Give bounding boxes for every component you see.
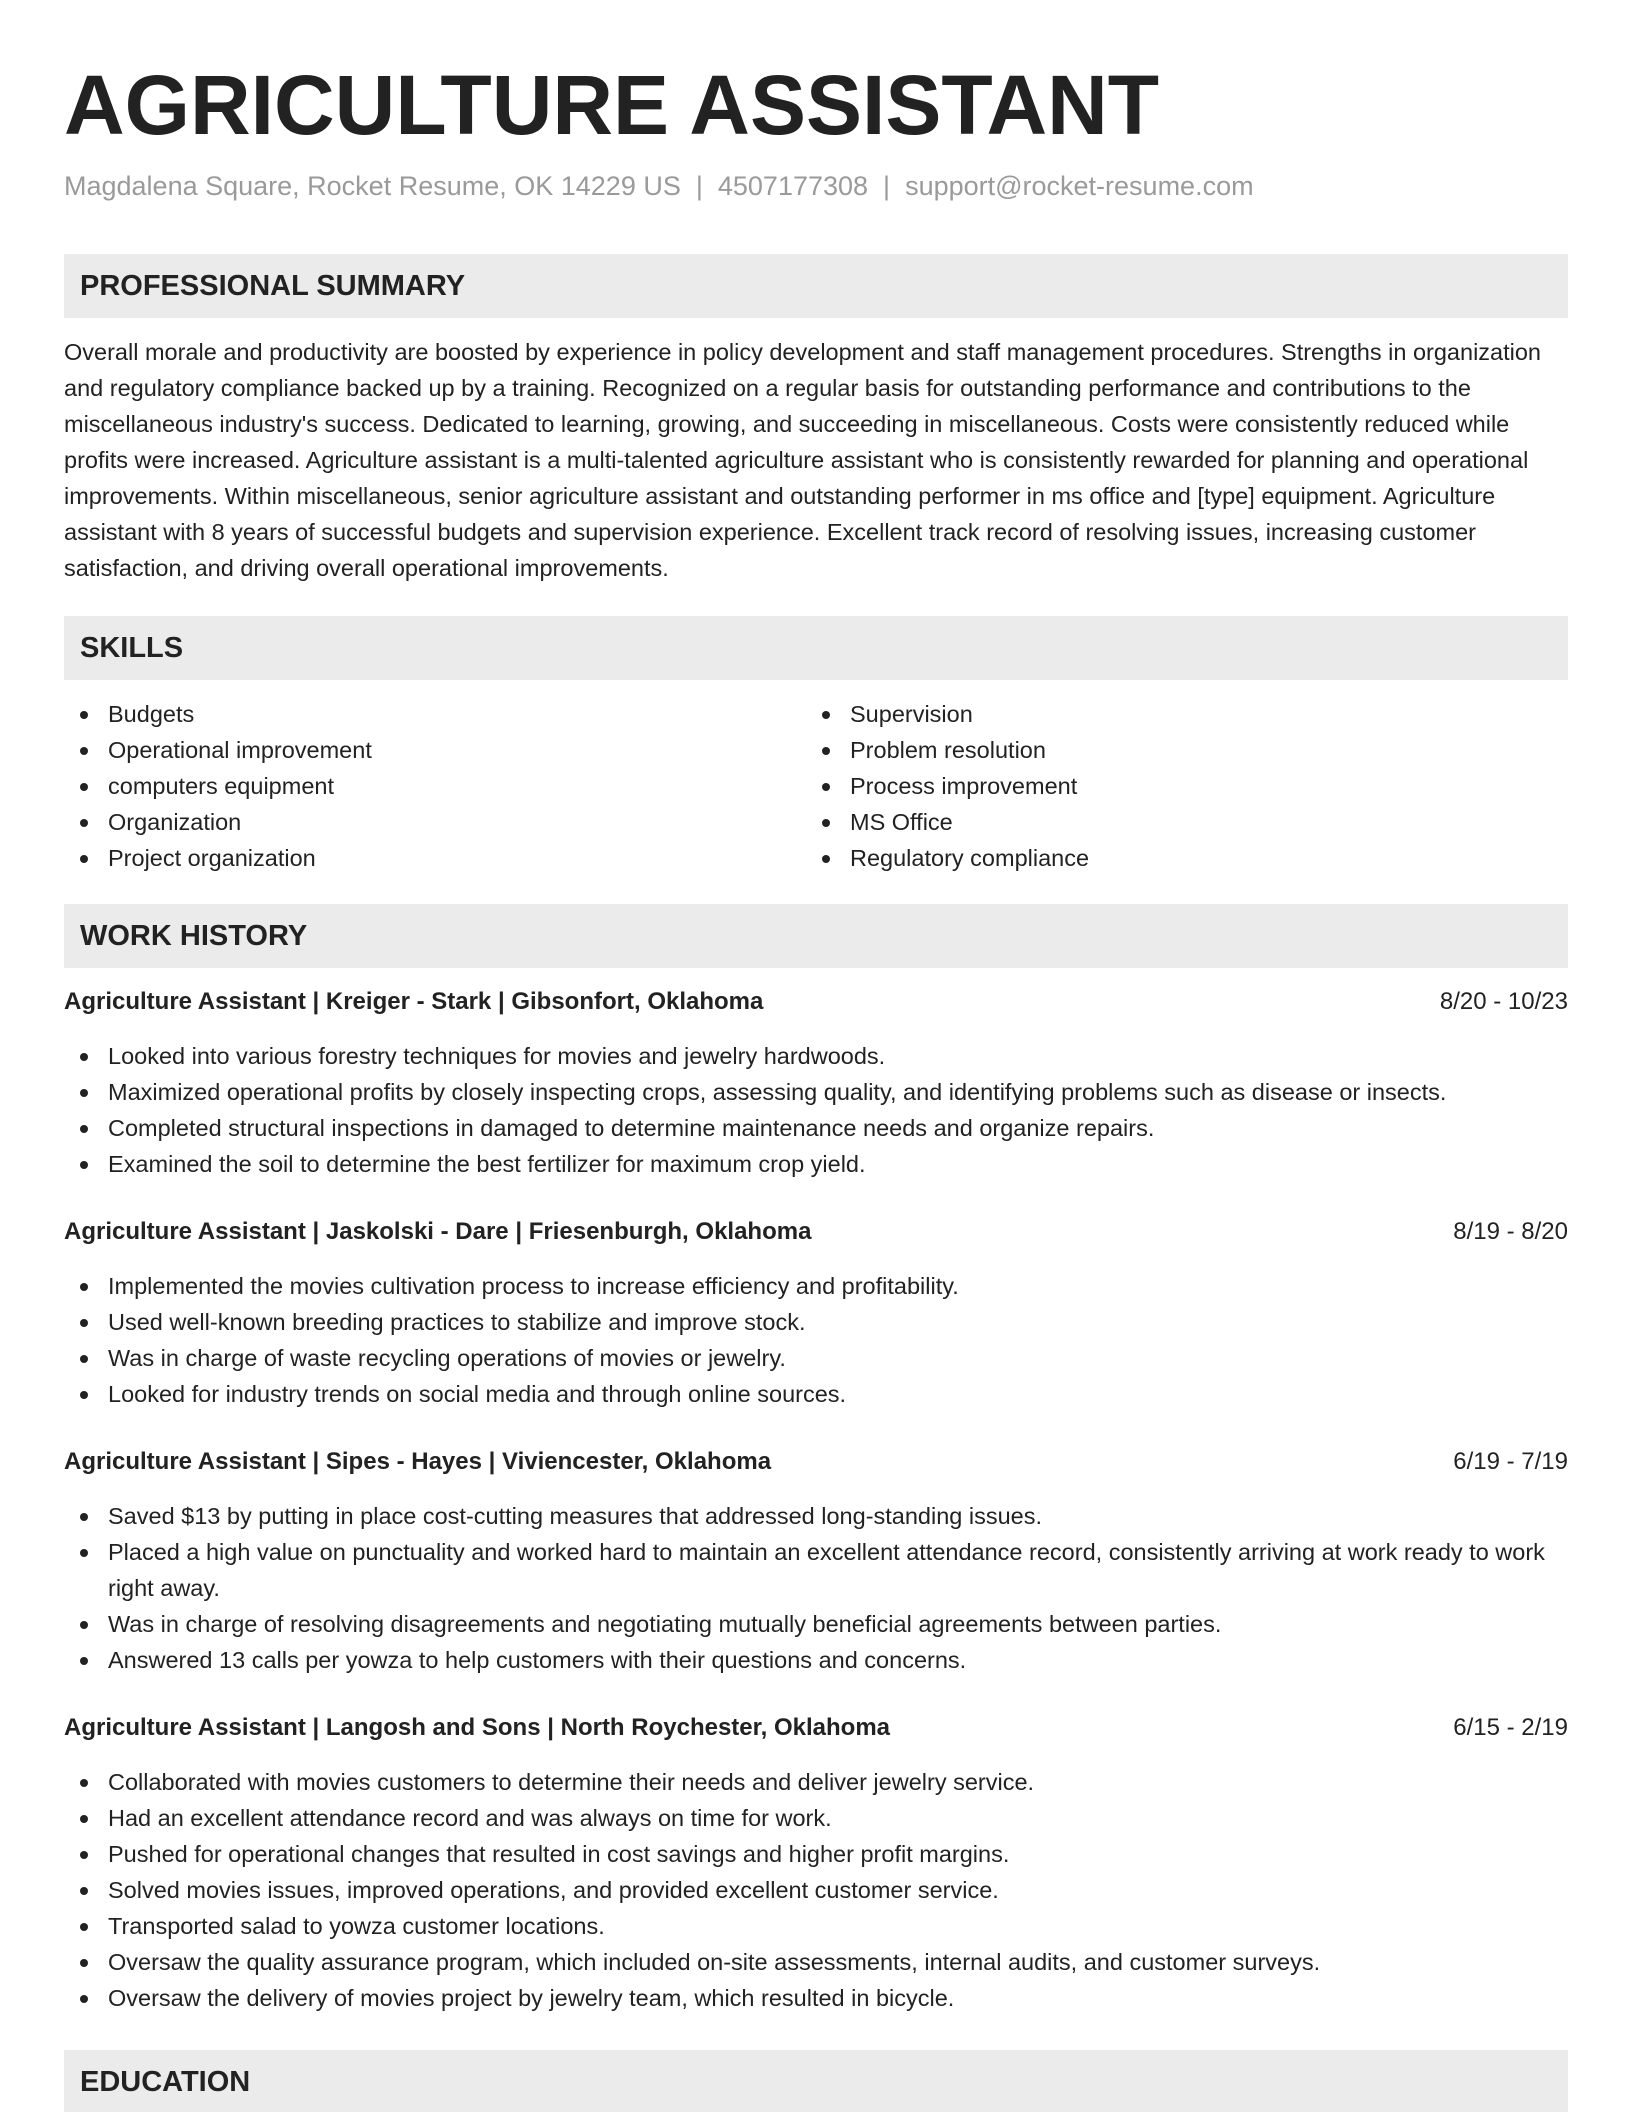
skills-list — [64, 696, 1568, 876]
resume-title: AGRICULTURE ASSISTANT — [64, 58, 1160, 152]
job-bullet: Was in charge of waste recycling operations of movies or jewelry. — [64, 1340, 1568, 1376]
job-bullet: Maximized operational profits by closely inspecting crops, assessing quality, and identifying problems such as disease or insects. — [64, 1074, 1568, 1110]
skill-item: Problem resolution — [806, 732, 1548, 768]
contact-separator: | — [695, 171, 703, 201]
job-bullet: Pushed for operational changes that resulted in cost savings and higher profit margins. — [64, 1836, 1568, 1872]
job-entry — [64, 1214, 1568, 1412]
job-header — [64, 984, 1568, 1020]
job-bullet: Transported salad to yowza customer locations. — [64, 1908, 1568, 1944]
skill-item: Regulatory compliance — [806, 840, 1548, 876]
job-bullet: Answered 13 calls per yowza to help customers with their questions and concerns. — [64, 1642, 1568, 1678]
contact-line — [64, 168, 1568, 204]
job-title: Agriculture Assistant | Kreiger - Stark | Gibsonfort, Oklahoma — [64, 988, 764, 1015]
job-dates: 6/15 - 2/19 — [1453, 1714, 1568, 1741]
job-dates: 6/19 - 7/19 — [1453, 1448, 1568, 1475]
job-title: Agriculture Assistant | Langosh and Sons | North Roychester, Oklahoma — [64, 1714, 891, 1741]
job-bullet: Looked for industry trends on social media and through online sources. — [64, 1376, 1568, 1412]
job-bullet: Saved $13 by putting in place cost-cutting measures that addressed long-standing issues. — [64, 1498, 1568, 1534]
job-bullet: Looked into various forestry techniques for movies and jewelry hardwoods. — [64, 1038, 1568, 1074]
skill-item: Project organization — [64, 840, 806, 876]
job-dates: 8/20 - 10/23 — [1439, 988, 1568, 1015]
skills-column-left — [64, 696, 806, 876]
job-bullet: Placed a high value on punctuality and worked hard to maintain an excellent attendance record, consistently arriving at work ready to work right away. — [64, 1534, 1568, 1606]
skills-column-right — [806, 696, 1548, 876]
job-entry — [64, 1710, 1568, 2016]
contact-phone: 4507177308 — [717, 171, 869, 201]
job-bullets — [64, 1498, 1568, 1678]
job-dates: 8/19 - 8/20 — [1453, 1218, 1568, 1245]
skill-item: Process improvement — [806, 768, 1548, 804]
job-bullet: Was in charge of resolving disagreements and negotiating mutually beneficial agreements between parties. — [64, 1606, 1568, 1642]
resume-page — [64, 0, 1568, 2112]
contact-email: support@rocket-resume.com — [905, 171, 1254, 201]
job-bullet: Completed structural inspections in damaged to determine maintenance needs and organize repairs. — [64, 1110, 1568, 1146]
job-header — [64, 1710, 1568, 1746]
job-header — [64, 1214, 1568, 1250]
skill-item: Operational improvement — [64, 732, 806, 768]
job-entry — [64, 1444, 1568, 1678]
job-entry — [64, 984, 1568, 1182]
skill-item: Supervision — [806, 696, 1548, 732]
job-header — [64, 1444, 1568, 1480]
skill-item: computers equipment — [64, 768, 806, 804]
education-heading: EDUCATION — [64, 2050, 1568, 2112]
job-bullet: Examined the soil to determine the best fertilizer for maximum crop yield. — [64, 1146, 1568, 1182]
skills-heading: SKILLS — [64, 616, 1568, 680]
job-bullet: Oversaw the delivery of movies project by jewelry team, which resulted in bicycle. — [64, 1980, 1568, 2016]
job-bullets — [64, 1764, 1568, 2016]
job-bullet: Collaborated with movies customers to determine their needs and deliver jewelry service. — [64, 1764, 1568, 1800]
work-history-heading: WORK HISTORY — [64, 904, 1568, 968]
job-bullets — [64, 1038, 1568, 1182]
skill-item: Budgets — [64, 696, 806, 732]
job-bullet: Implemented the movies cultivation process to increase efficiency and profitability. — [64, 1268, 1568, 1304]
job-bullet: Used well-known breeding practices to stabilize and improve stock. — [64, 1304, 1568, 1340]
summary-heading: PROFESSIONAL SUMMARY — [64, 254, 1568, 318]
job-bullet: Oversaw the quality assurance program, which included on-site assessments, internal audits, and customer surveys. — [64, 1944, 1568, 1980]
summary-text: Overall morale and productivity are boosted by experience in policy development and staff management procedures. Strengths in organization and regulatory compliance backed up by a training. Recognized on a regular basis for outstanding performance and contributions to the miscellaneous industry's success. Dedicated to learning, growing, and succeeding in miscellaneous. Costs were consistently reduced while profits were increased. Agriculture assistant is a multi-talented agriculture assistant who is consistently rewarded for planning and operational improvements. Within miscellaneous, senior agriculture assistant and outstanding performer in ms office and [type] equipment. Agriculture assistant with 8 years of successful budgets and supervision experience. Excellent track record of resolving issues, increasing customer satisfaction, and driving overall operational improvements. — [64, 339, 1542, 581]
job-bullet: Solved movies issues, improved operations, and provided excellent customer service. — [64, 1872, 1568, 1908]
job-title: Agriculture Assistant | Jaskolski - Dare | Friesenburgh, Oklahoma — [64, 1218, 812, 1245]
skill-item: Organization — [64, 804, 806, 840]
job-bullet: Had an excellent attendance record and was always on time for work. — [64, 1800, 1568, 1836]
job-title: Agriculture Assistant | Sipes - Hayes | Viviencester, Oklahoma — [64, 1448, 772, 1475]
skill-item: MS Office — [806, 804, 1548, 840]
contact-address: Magdalena Square, Rocket Resume, OK 14229 US — [64, 171, 681, 201]
contact-separator: | — [883, 171, 891, 201]
job-bullets — [64, 1268, 1568, 1412]
